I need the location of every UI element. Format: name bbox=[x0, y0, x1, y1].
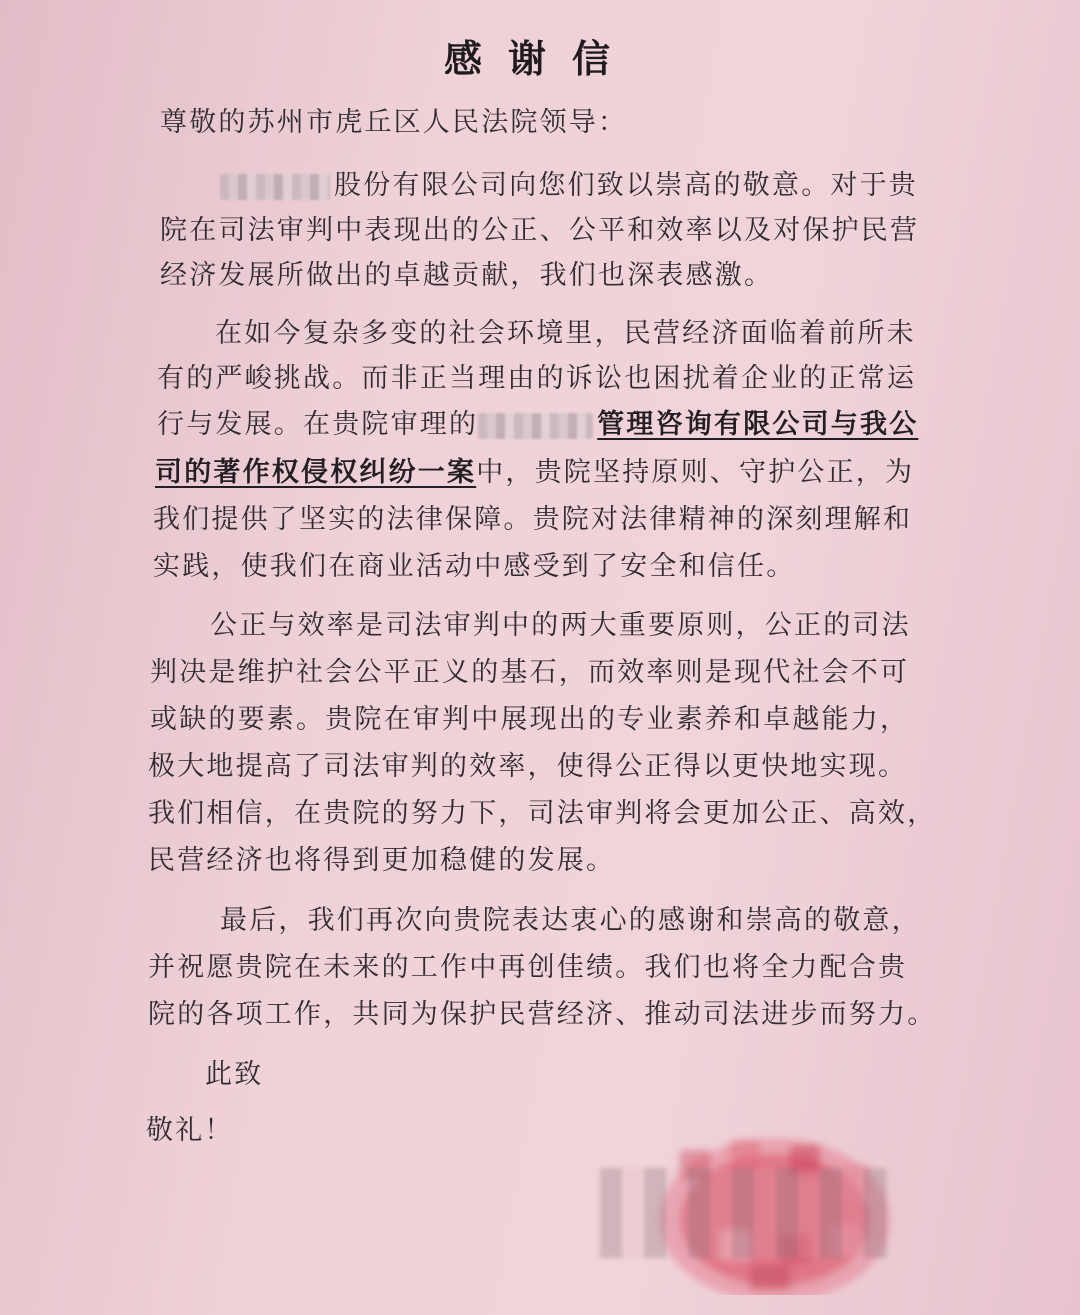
closing-line-1: 此致 bbox=[205, 1059, 264, 1090]
p2-line-6: 实践，使我们在商业活动中感受到了安全和信任。 bbox=[153, 551, 796, 582]
p4-line-3: 院的各项工作，共同为保护民营经济、推动司法进步而努力。 bbox=[148, 999, 937, 1030]
p2-line-1: 在如今复杂多变的社会环境里，民营经济面临着前所未 bbox=[215, 318, 916, 349]
p3-line-1: 公正与效率是司法审判中的两大重要原则，公正的司法 bbox=[210, 610, 911, 641]
p3-line-3: 或缺的要素。贵院在审判中展现出的专业素养和卓越能力， bbox=[150, 704, 910, 735]
p1-line-1: 股份有限公司向您们致以崇高的敬意。对于贵 bbox=[220, 163, 918, 202]
p2-line-3: 行与发展。在贵院审理的 管理咨询有限公司与我公 bbox=[157, 409, 919, 440]
p1-line-3: 经济发展所做出的卓越贡献，我们也深表感激。 bbox=[160, 260, 774, 291]
p2-line-4: 司的著作权侵权纠纷一案中，贵院坚持原则、守护公正，为 bbox=[155, 457, 915, 488]
p3-line-5: 我们相信，在贵院的努力下，司法审判将会更加公正、高效， bbox=[148, 798, 937, 829]
redacted-signature-block bbox=[600, 1168, 890, 1258]
p4-line-2: 并祝愿贵院在未来的工作中再创佳绩。我们也将全力配合贵 bbox=[148, 952, 908, 983]
closing-line-2: 敬礼！ bbox=[146, 1115, 234, 1146]
letter-title: 感谢信 bbox=[443, 36, 636, 81]
p1-line-2: 院在司法审判中表现出的公正、公平和效率以及对保护民营 bbox=[160, 215, 920, 246]
redacted-party-name bbox=[478, 413, 593, 439]
p2-line-2: 有的严峻挑战。而非正当理由的诉讼也困扰着企业的正常运 bbox=[157, 363, 917, 394]
redacted-company-name bbox=[220, 174, 330, 200]
p3-line-4: 极大地提高了司法审判的效率，使得公正得以更快地实现。 bbox=[148, 751, 908, 782]
p2-line-5: 我们提供了坚实的法律保障。贵院对法律精神的深刻理解和 bbox=[153, 504, 913, 535]
p3-line-2: 判决是维护社会公平正义的基石，而效率则是现代社会不可 bbox=[150, 657, 910, 688]
p4-line-1: 最后，我们再次向贵院表达衷心的感谢和崇高的敬意， bbox=[220, 905, 921, 936]
p3-line-6: 民营经济也将得到更加稳健的发展。 bbox=[148, 845, 616, 876]
salutation: 尊敬的苏州市虎丘区人民法院领导： bbox=[160, 107, 628, 138]
